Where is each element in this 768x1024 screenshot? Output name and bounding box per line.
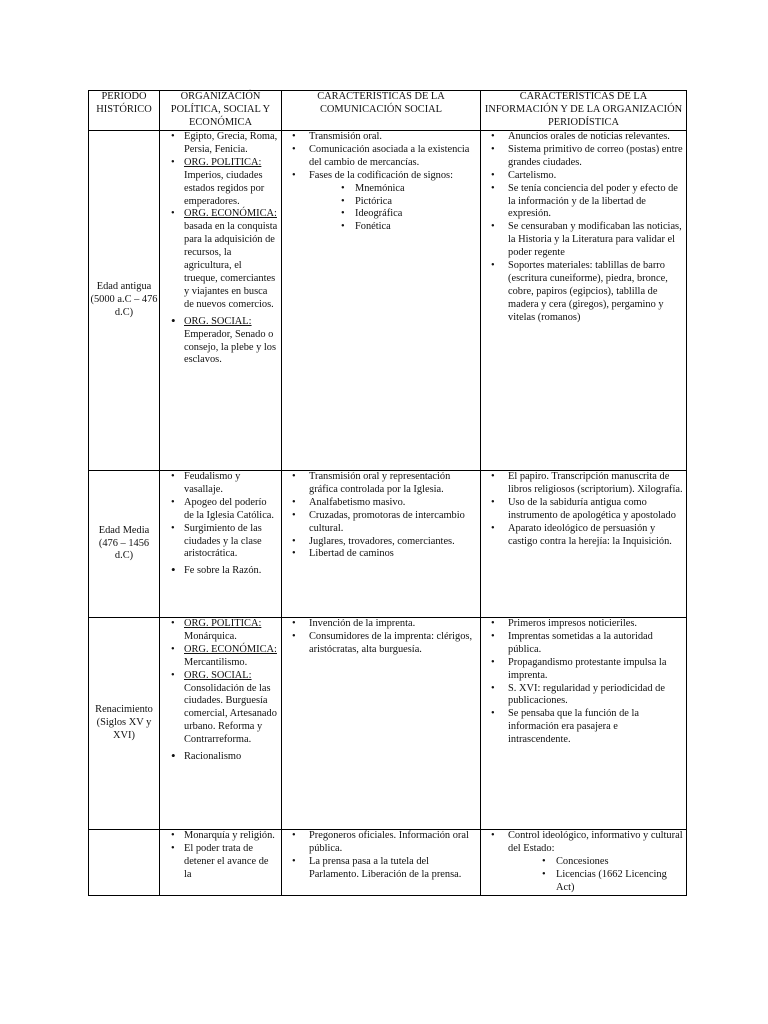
list-item: • Comunicación asociada a la existencia del cambio de mercancías.: [285, 144, 477, 170]
inf-cell: [481, 471, 687, 618]
list-item: • ORG. ECONÓMICA: basada en la conquista para la adquisición de recursos, la agricultura, el trueque, comerciantes y viajantes en busca de nuevos comercios.: [163, 208, 278, 311]
header-org: ORGANIZACIÓN POLÍTICA, SOCIAL Y ECONÓMICA: [160, 91, 282, 131]
sub-list-item: • Ideográfica: [341, 208, 477, 221]
list-item: • ORG. ECONÓMICA: Mercantilismo.: [163, 644, 278, 670]
com-cell: [282, 618, 481, 830]
history-table: [88, 90, 687, 896]
inf-cell: [481, 830, 687, 896]
org-cell: [160, 471, 282, 618]
list-item: • Monarquía y religión.: [163, 830, 278, 843]
list-item: • ORG. SOCIAL: Consolidación de las ciudades. Burguesía comercial, Artesanado urbano. Reforma y Contrarreforma.: [163, 670, 278, 747]
list-item: • ORG. SOCIAL: Emperador, Senado o consejo, la plebe y los esclavos.: [163, 316, 278, 368]
sub-list-item: • Licencias (1662 Licencing Act): [542, 869, 683, 895]
list-item: • Transmisión oral.: [285, 131, 477, 144]
org-label: ORG. SOCIAL:: [184, 669, 252, 681]
list-item: • ORG. POLITICA: Monárquica.: [163, 618, 278, 644]
list-item: • El poder trata de detener el avance de la: [163, 843, 278, 882]
list-item: • El papiro. Transcripción manuscrita de libros religiosos (scriptorium). Xilografía.: [484, 471, 683, 497]
period-cell: [89, 830, 160, 896]
list-item: • Se pensaba que la función de la información era pasajera e intrascendente.: [484, 708, 683, 747]
list-item: • Primeros impresos noticieriles.: [484, 618, 683, 631]
org-label: ORG. POLITICA:: [184, 156, 262, 168]
list-item: • Aparato ideológico de persuasión y castigo contra la herejía: la Inquisición.: [484, 523, 683, 549]
list-item: • Transmisión oral y representación gráfica controlada por la Iglesia.: [285, 471, 477, 497]
list-item: • Juglares, trovadores, comerciantes.: [285, 536, 477, 549]
com-cell: [282, 830, 481, 896]
list-item: • Control ideológico, informativo y cultural del Estado:: [484, 830, 683, 856]
org-cell: [160, 830, 282, 896]
period-cell: Edad Media (476 – 1456 d.C): [89, 471, 160, 618]
list-item: • Cruzadas, promotoras de intercambio cultural.: [285, 510, 477, 536]
list-item: • Se tenía conciencia del poder y efecto de la información y de la libertad de expresión.: [484, 183, 683, 222]
com-cell: [282, 471, 481, 618]
list-item: • Uso de la sabiduría antigua como instrumento de apologética y apostolado: [484, 497, 683, 523]
list-item: • Invención de la imprenta.: [285, 618, 477, 631]
list-item: • Surgimiento de las ciudades y la clase aristocrática.: [163, 523, 278, 562]
header-com: CARACTERÍSTICAS DE LA COMUNICACIÓN SOCIAL: [282, 91, 481, 131]
inf-cell: [481, 131, 687, 471]
org-cell: [160, 131, 282, 471]
org-label: ORG. POLITICA:: [184, 618, 262, 629]
list-item: • Imprentas sometidas a la autoridad pública.: [484, 631, 683, 657]
list-item: • Cartelismo.: [484, 170, 683, 183]
list-item: • Se censuraban y modificaban las noticias, la Historia y la Literatura para validar el poder regente: [484, 221, 683, 260]
list-item: • Soportes materiales: tablillas de barro (escritura cuneiforme), piedra, bronce, cobre, papiros (egipcios), tablilla de madera y cera (giregos), pergamino y vitelas (romanos): [484, 260, 683, 325]
header-period: PERIODO HISTÓRICO: [89, 91, 160, 131]
list-item: • Apogeo del poderío de la Iglesia Católica.: [163, 497, 278, 523]
period-cell: Edad antigua (5000 a.C – 476 d.C): [89, 131, 160, 471]
list-item: • La prensa pasa a la tutela del Parlamento. Liberación de la prensa.: [285, 856, 477, 882]
table-row: [89, 618, 687, 830]
list-item: • ORG. POLITICA: Imperios, ciudades estados regidos por emperadores.: [163, 157, 278, 209]
list-item: • Feudalismo y vasallaje.: [163, 471, 278, 497]
list-item: • Consumidores de la imprenta: clérigos, aristócratas, alta burguesía.: [285, 631, 477, 657]
table-row: [89, 131, 687, 471]
list-item: • Pregoneros oficiales. Información oral pública.: [285, 830, 477, 856]
com-cell: [282, 131, 481, 471]
header-row: [89, 91, 687, 131]
list-item: • Egipto, Grecia, Roma, Persia, Fenicia.: [163, 131, 278, 157]
list-item: • Anuncios orales de noticias relevantes.: [484, 131, 683, 144]
list-item: • Fases de la codificación de signos:: [285, 170, 477, 183]
list-item: • Libertad de caminos: [285, 548, 477, 561]
period-cell: Renacimiento (Siglos XV y XVI): [89, 618, 160, 830]
list-item: • Propagandismo protestante impulsa la imprenta.: [484, 657, 683, 683]
inf-cell: [481, 618, 687, 830]
table-row: [89, 471, 687, 618]
table-row: [89, 830, 687, 896]
sub-list-item: • Concesiones: [542, 856, 683, 869]
org-label: ORG. ECONÓMICA:: [184, 643, 277, 655]
sub-list-item: • Pictórica: [341, 196, 477, 209]
list-item: • Analfabetismo masivo.: [285, 497, 477, 510]
org-label: ORG. SOCIAL:: [184, 315, 252, 327]
list-item: • Fe sobre la Razón.: [163, 565, 278, 578]
list-item: • Sistema primitivo de correo (postas) entre grandes ciudades.: [484, 144, 683, 170]
list-item: • Racionalismo: [163, 751, 278, 764]
org-cell: [160, 618, 282, 830]
header-inf: CARACTERÍSTICAS DE LA INFORMACIÓN Y DE LA ORGANIZACIÓN PERIODÍSTICA: [481, 91, 687, 131]
sub-list-item: • Mnemónica: [341, 183, 477, 196]
sub-list-item: • Fonética: [341, 221, 477, 234]
org-label: ORG. ECONÓMICA:: [184, 208, 277, 220]
list-item: • S. XVI: regularidad y periodicidad de publicaciones.: [484, 683, 683, 709]
